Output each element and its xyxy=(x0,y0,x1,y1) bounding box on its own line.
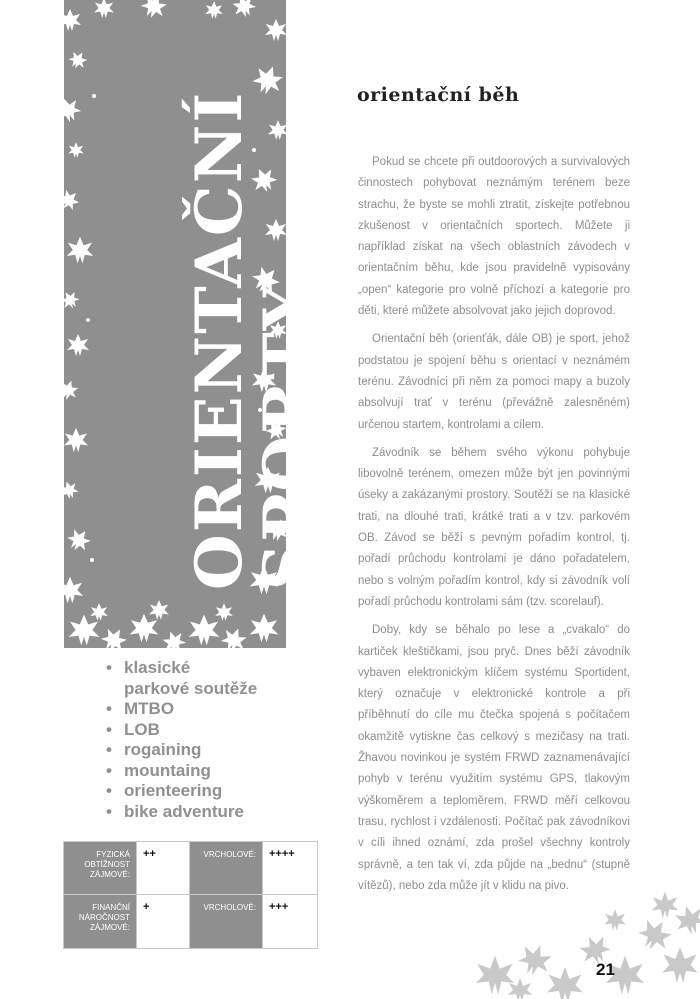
decorative-banner xyxy=(64,0,325,648)
list-item: • bike adventure xyxy=(104,802,257,823)
banner-title-line2: SPORTY xyxy=(250,282,325,590)
sports-list xyxy=(104,658,257,822)
article-title: orientační běh xyxy=(357,84,520,106)
article-paragraph: Orientační běh (orienťák, dále OB) je sport, jehož podstatou je spojení běhu s orientací v neznámém terénu. Závodníci při něm za pomoci mapy a buzoly absolvují trať v terénu (převážně zalesněném) určenou startem, kontrolami a cílem. xyxy=(358,333,630,431)
financial-top-label: VRCHOLOVÉ: xyxy=(190,895,263,949)
article-paragraph: Závodník se během svého výkonu pohybuje libovolně terénem, omezen může být jen povinnými úseky a zakázanými prostory. Soutěží se na klasické trati, na dlouhé trati, krátké trati a v tzv. parkovém OB. Závod se běží s pevným pořadím kontrol, tj. pořadí průchodu kontrolami je dáno pořadatelem, nebo s volným pořadím kontrol, kdy si závodník volí pořadí průchodu kontrolami sám (tzv. scorelauf). xyxy=(358,446,630,608)
financial-demand-value: + xyxy=(137,895,190,949)
banner-title-line1: ORIENTAČNÍ xyxy=(182,90,257,590)
article-paragraph: Pokud se chcete při outdoorových a survivalových činnostech pohybovat neznámým terénem beze strachu, že byste se mohli ztratit, získejte potřebnou zkušenost v orientačních sportech. Můžete ji například získat na všech oblastních závodech v orientačním běhu, kde jsou pravidelně vypisovány „open“ kategorie pro volně příchozí a kategorie pro děti, které můžete absolvovat jako jejich doprovod. xyxy=(358,156,630,318)
list-item: • mountaing xyxy=(104,761,257,782)
financial-demand-label: FINANČNÍ NÁROČNOST ZÁJMOVÉ: xyxy=(64,895,137,949)
list-item: • orienteering xyxy=(104,781,257,802)
list-item: • LOB xyxy=(104,720,257,741)
list-item: • MTBO xyxy=(104,699,257,720)
corner-leaf-decoration xyxy=(465,880,700,999)
article-paragraph: Doby, kdy se běhalo po lese a „cvakalo“ do kartiček kleštičkami, jsou pryč. Dnes běží závodník vybaven elektronickým klíčem systému Sportident, který označuje v elektronické kontrole a při příběhnutí do cíle mu čtečka spojená s počítačem okamžitě vytiskne čas celkový s mezičasy na trati. Žhavou novinkou je systém FRWD zaznamenávající pohyb v terénu využitím systému GPS, tlakovým výškoměrem a teploměrem. FRWD měří celkovou trasu, rychlost i vzdálenosti. Počítač pak závodníkovi v cíli ihned oznámí, zda prošel všechny kontroly správně, a ten tak ví, zda půjde na „bednu“ (stupně vítězů), nebo zda může jít v klidu na pivo. xyxy=(358,624,630,892)
list-item: • rogaining xyxy=(104,740,257,761)
financial-top-value: +++ xyxy=(263,895,318,949)
page-number: 21 xyxy=(596,960,615,979)
article-body xyxy=(358,152,630,904)
difficulty-rating-table xyxy=(63,841,318,949)
list-item-continuation: parkové soutěže xyxy=(124,678,258,698)
physical-top-value: ++++ xyxy=(263,842,318,895)
physical-difficulty-label: FYZICKÁ OBTÍŽNOST ZÁJMOVÉ: xyxy=(64,842,137,895)
physical-difficulty-value: ++ xyxy=(137,842,190,895)
physical-top-label: VRCHOLOVÉ: xyxy=(190,842,263,895)
list-item: • klasické xyxy=(104,658,257,679)
